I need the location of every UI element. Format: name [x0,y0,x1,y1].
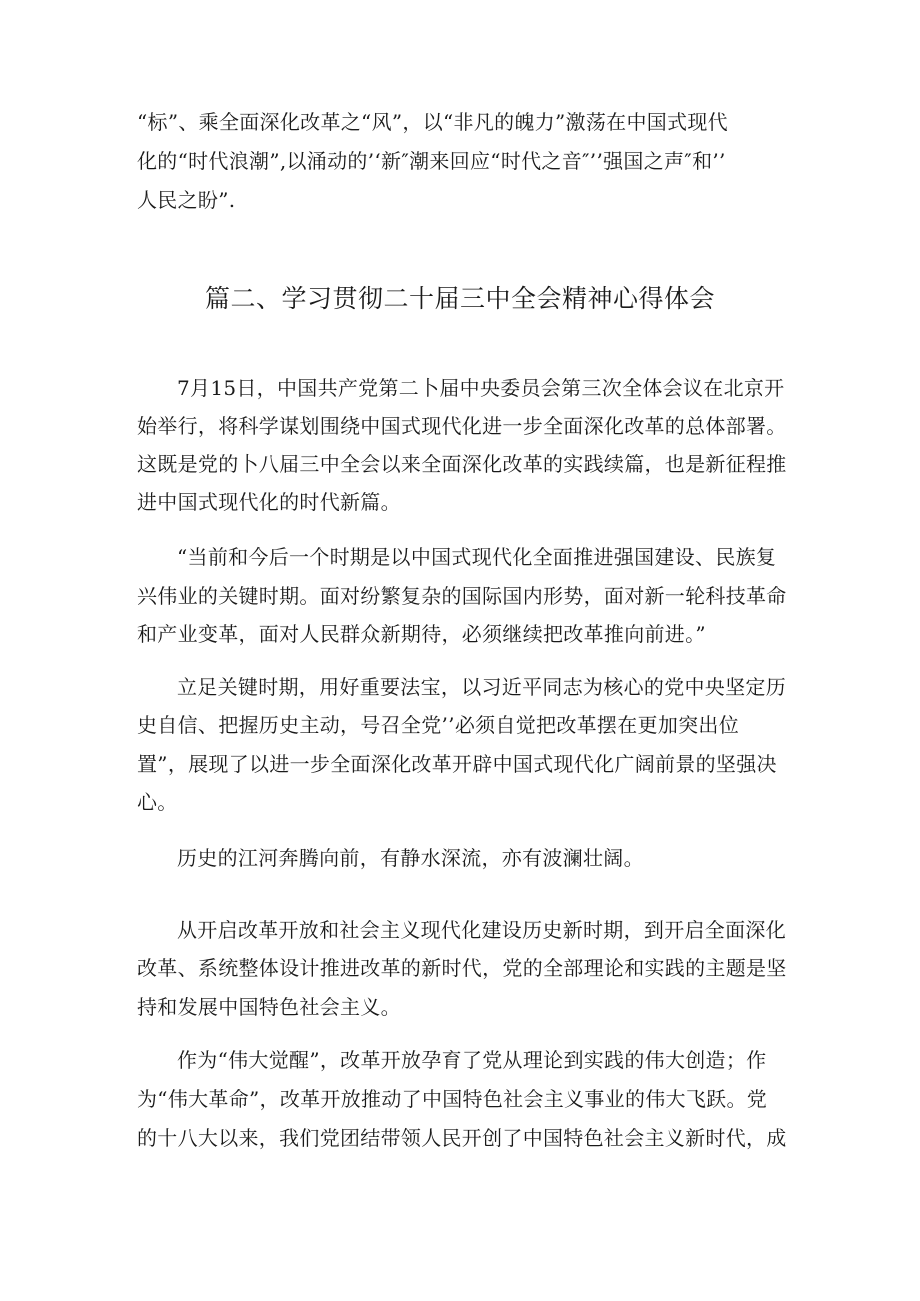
section-title: 篇二、学习贯彻二十届三中全会精神心得体会 [204,284,715,313]
paragraph-line: 兴伟业的关键时期。面对纷繁复杂的国际国内形势，面对新一轮科技革命 [137,584,787,608]
intro-line: “标”、乘全面深化改革之“风”，以“非凡的魄力”激荡在中国式现代 [137,110,728,134]
paragraph-line: 为“伟大革命”，改革开放推动了中国特色社会主义事业的伟大飞跃。党 [137,1087,768,1111]
paragraph-line: 心。 [137,790,178,814]
paragraph-line: 改革、系统整体设计推进改革的新时代，党的全部理论和实践的主题是坚 [137,956,787,980]
paragraph-line: 和产业变革，面对人民群众新期待，必须继续把改革推向前进。” [137,622,706,646]
paragraph-line: 7月15日，中国共产党第二卜届中央委员会第三次全体会议在北京开 [177,376,785,400]
paragraph-line: 立足关键时期，用好重要法宝，以习近平同志为核心的党中央坚定历 [177,675,786,699]
intro-line: 化的“时代浪潮”,以涌动的’‘新″潮来回应“时代之音″’’强国之声″和’’ [137,149,726,173]
paragraph-line: 进中国式现代化的时代新篇。 [137,490,401,514]
paragraph-line: 这既是党的卜八届三中全会以来全面深化改革的实践续篇，也是新征程推 [137,452,787,476]
paragraph-line: “当前和今后一个时期是以中国式现代化全面推进强国建设、民族复 [177,545,777,569]
paragraph-line: 史自信、把握历史主动，号召全党’’必须自觉把改革摆在更加突出位 [137,713,740,737]
paragraph-line: 作为“伟大觉醒”，改革开放孕育了党从理论到实践的伟大创造；作 [177,1048,767,1072]
paragraph-line: 历史的江河奔腾向前，有静水深流，亦有波澜壮阔。 [177,846,644,870]
intro-line: 人民之盼”. [137,188,236,212]
paragraph-line: 的十八大以来，我们党团结带领人民开创了中国特色社会主义新时代，成 [137,1126,787,1150]
paragraph-line: 置”，展现了以进一步全面深化改革开辟中国式现代化广阔前景的坚强决 [137,752,777,776]
paragraph-line: 始举行，将科学谋划围绕中国式现代化进一步全面深化改革的总体部署。 [137,414,787,438]
paragraph-line: 从开启改革开放和社会主义现代化建设历史新时期，到开启全面深化 [177,918,786,942]
paragraph-line: 持和发展中国特色社会主义。 [137,995,401,1019]
